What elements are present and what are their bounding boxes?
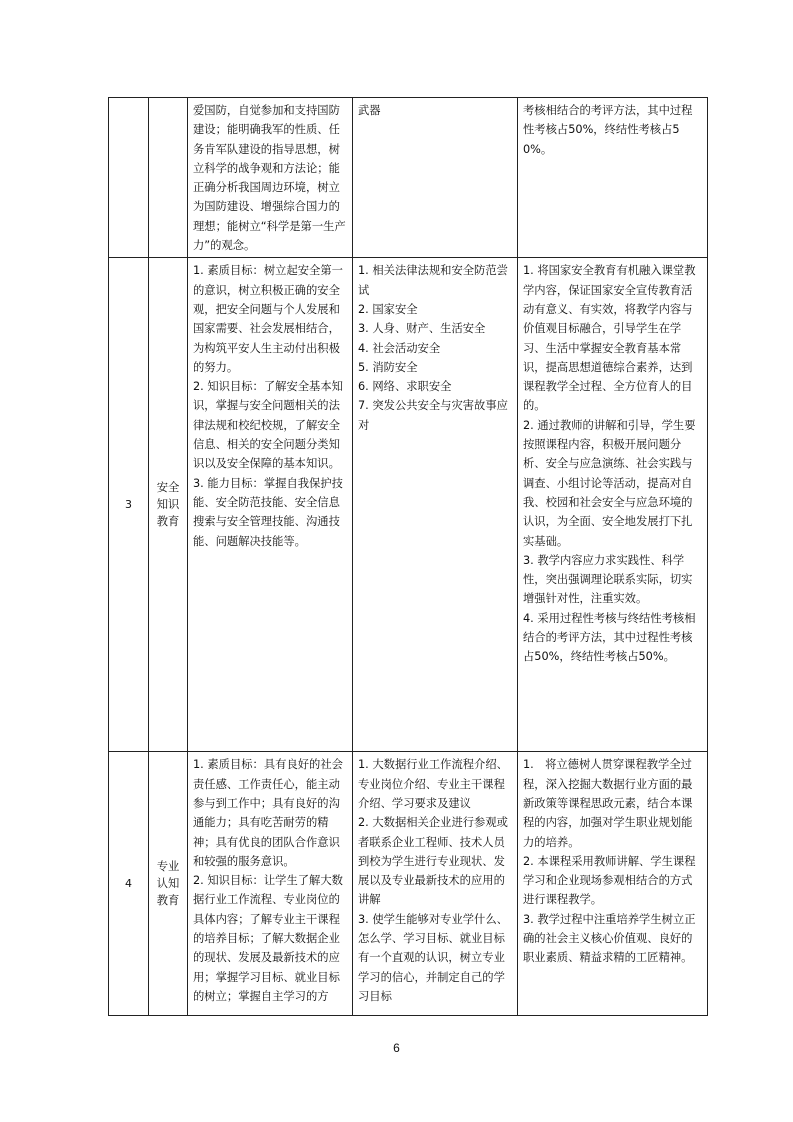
objective-item: 爱国防，自觉参加和支持国防建设；能明确我军的性质、任务肯军队建设的指导思想，树立科学的战争观和方法论；能正确分析我国周边环境，树立为国防建设、增强综合国力的理想；能树立“科学是第一生产力”的观念。 xyxy=(193,104,346,253)
requirement-item: 2. 通过教师的讲解和引导，学生要按照课程内容，积极开展问题分析、安全与应急演练、社会实践与调查、小组讨论等活动，提高对自我、校园和社会安全与应急环境的认识，为全面、安全地发展打下扎实基础。 xyxy=(523,418,696,548)
course-name-cell xyxy=(149,258,188,752)
course-name-cell xyxy=(149,98,188,258)
course-name-part: 专业 xyxy=(156,860,180,874)
objectives-cell xyxy=(188,98,353,258)
objectives-cell xyxy=(188,752,353,1016)
requirement-item: 1. 将立德树人贯穿课程教学全过程，深入挖掘大数据行业方面的最新政策等课程思政元素，结合本课程的内容，加强对学生职业规划能力的培养。 xyxy=(523,758,693,849)
course-name-part: 安全 xyxy=(156,481,180,495)
objective-item: 2. 知识目标：了解安全基本知识，掌握与安全问题相关的法律法规和校纪校规，了解安全信息、相关的安全问题分类知识以及安全保障的基本知识。 xyxy=(193,380,343,471)
objective-item: 1. 素质目标：树立起安全第一的意识，树立积极正确的安全观，把安全问题与个人发展和国家需要、社会发展相结合，为构筑平安人生主动付出积极的努力。 xyxy=(193,264,343,374)
objective-item: 1. 素质目标：具有良好的社会责任感、工作责任心，能主动参与到工作中；具有良好的沟通能力；具有吃苦耐劳的精神；具有优良的团队合作意识和较强的服务意识。 xyxy=(193,758,343,868)
objective-item: 3. 能力目标：掌握自我保护技能、安全防范技能、安全信息搜索与安全管理技能、沟通技能、问题解决技能等。 xyxy=(193,476,343,548)
content-item: 5. 消防安全 xyxy=(358,360,418,374)
content-item: 3. 人身、财产、生活安全 xyxy=(358,322,486,336)
curriculum-table-body xyxy=(109,98,708,1016)
content-item: 2. 国家安全 xyxy=(358,302,418,316)
requirement-item: 1. 将国家安全教育有机融入课堂教学内容，保证国家安全宣传教育活动有意义、有实效，将教学内容与价值观目标融合，引导学生在学习、生活中掌握安全教育基本常识，提高思想道德综合素养，达到课程教学全过程、全方位育人的目的。 xyxy=(523,264,696,413)
table-row xyxy=(109,258,708,752)
content-item: 4. 社会活动安全 xyxy=(358,341,441,355)
content-item: 1. 大数据行业工作流程介绍、专业岗位介绍、专业主干课程介绍、学习要求及建议 xyxy=(358,758,508,810)
course-name-part: 教育 xyxy=(156,894,180,908)
objective-item: 2. 知识目标：让学生了解大数据行业工作流程、专业岗位的具体内容；了解专业主干课程的培养目标；了解大数据企业的现状、发展及最新技术的应用；掌握学习目标、就业目标的树立；掌握自主学习的方 xyxy=(193,874,343,1003)
course-name-part: 知识 xyxy=(156,498,180,512)
page-number: 6 xyxy=(393,1041,400,1055)
content-cell xyxy=(353,258,518,752)
course-name-part: 教育 xyxy=(156,515,180,529)
content-item: 1. 相关法律法规和安全防范尝试 xyxy=(358,264,508,297)
requirements-cell xyxy=(518,752,708,1016)
curriculum-table xyxy=(108,97,708,1016)
content-item: 2. 大数据相关企业进行参观或者联系企业工程师、技术人员到校为学生进行专业现状、发展以及专业最新技术的应用的讲解 xyxy=(358,816,508,907)
row-number-cell: 4 xyxy=(109,752,149,1016)
content-item: 6. 网络、求职安全 xyxy=(358,380,452,394)
content-item: 武器 xyxy=(358,104,381,117)
requirement-item: 3. 教学过程中注重培养学生树立正确的社会主义核心价值观、良好的职业素质、精益求精的工匠精神。 xyxy=(523,912,696,965)
requirements-cell xyxy=(518,258,708,752)
requirement-item: 2. 本课程采用教师讲解、学生课程学习和企业现场参观相结合的方式进行课程教学。 xyxy=(523,854,696,907)
course-name-cell xyxy=(149,752,188,1016)
row-number-cell xyxy=(109,98,149,258)
requirement-item: 3. 教学内容应力求实践性、科学性，突出强调理论联系实际，切实增强针对性，注重实效。 xyxy=(523,553,693,606)
requirement-item: 考核相结合的考评方法，其中过程性考核占50%，终结性考核占50%。 xyxy=(523,104,693,156)
table-row xyxy=(109,752,708,1016)
requirement-item: 4. 采用过程性考核与终结性考核相结合的考评方法，其中过程性考核占50%，终结性考核占50%。 xyxy=(523,611,696,664)
content-cell xyxy=(353,98,518,258)
requirements-cell xyxy=(518,98,708,258)
row-number-cell: 3 xyxy=(109,258,149,752)
content-item: 3. 使学生能够对专业学什么、怎么学、学习目标、就业目标有一个直观的认识，树立专业学习的信心，并制定自己的学习目标 xyxy=(358,912,508,1003)
table-row xyxy=(109,98,708,258)
course-name-part: 认知 xyxy=(156,877,180,891)
content-item: 7. 突发公共安全与灾害故事应对 xyxy=(358,399,508,432)
content-cell xyxy=(353,752,518,1016)
objectives-cell xyxy=(188,258,353,752)
